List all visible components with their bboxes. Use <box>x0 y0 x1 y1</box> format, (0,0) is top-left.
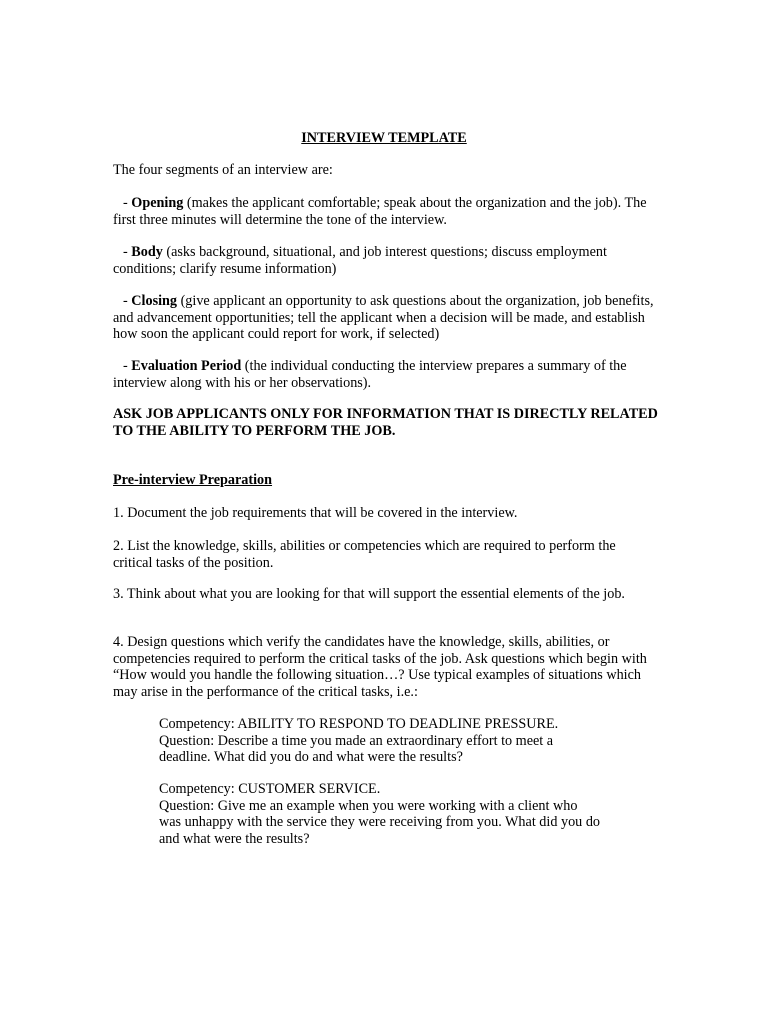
step-2: 2. List the knowledge, skills, abilities or competencies which are required to perform the critical tasks of the position. <box>113 538 616 571</box>
example-customer-service <box>159 781 639 847</box>
competency-label: Competency: CUSTOMER SERVICE. <box>159 781 381 797</box>
warning-notice: ASK JOB APPLICANTS ONLY FOR INFORMATION THAT IS DIRECTLY RELATED TO THE ABILITY TO PERFORM THE JOB. <box>113 406 658 439</box>
segment-closing <box>113 293 658 343</box>
segment-name: Opening <box>131 195 184 211</box>
segment-text: (asks background, situational, and job interest questions; discuss employment conditions; clarify resume information) <box>113 244 607 277</box>
question-line: Question: Describe a time you made an extraordinary effort to meet a <box>159 732 554 749</box>
segment-prefix: - <box>123 244 132 260</box>
question-line: deadline. What did you do and what were the results? <box>159 749 463 765</box>
question-line: was unhappy with the service they were receiving from you. What did you do <box>159 814 601 830</box>
segment-name: Closing <box>131 293 178 309</box>
segment-text: (give applicant an opportunity to ask questions about the organization, job benefits, and advancement opportunities; tell the applicant when a decision will be made, and establish how soon the applicant could report for work, if selected) <box>113 293 654 342</box>
example-deadline-pressure <box>159 716 639 766</box>
segment-prefix: - <box>123 293 132 309</box>
step-1: 1. Document the job requirements that will be covered in the interview. <box>113 505 518 521</box>
intro-text: The four segments of an interview are: <box>113 162 333 178</box>
document-title: INTERVIEW TEMPLATE <box>301 130 467 146</box>
segment-name: Body <box>131 244 163 260</box>
question-line: Question: Give me an example when you were working with a client who <box>159 797 578 814</box>
segment-evaluation-period <box>113 358 658 391</box>
segment-prefix: - <box>123 195 132 211</box>
segment-prefix: - <box>123 358 132 374</box>
segment-name: Evaluation Period <box>131 358 242 374</box>
question-line: and what were the results? <box>159 830 310 847</box>
step-3: 3. Think about what you are looking for that will support the essential elements of the job. <box>113 586 625 602</box>
segment-text: (the individual conducting the interview prepares a summary of the interview along with his or her observations). <box>113 358 627 391</box>
step-4: 4. Design questions which verify the candidates have the knowledge, skills, abilities, or competencies required to perform the critical tasks of the job. Ask questions which begin with “How would you handle the following situation…? Use typical examples of situations which may arise in the performance of the critical tasks, i.e.: <box>113 634 647 700</box>
competency-label: Competency: ABILITY TO RESPOND TO DEADLINE PRESSURE. <box>159 716 559 732</box>
section-heading: Pre-interview Preparation <box>113 472 273 488</box>
segment-text: (makes the applicant comfortable; speak about the organization and the job). The first three minutes will determine the tone of the interview. <box>113 195 647 228</box>
segment-body <box>113 244 658 277</box>
segment-opening <box>113 195 658 228</box>
